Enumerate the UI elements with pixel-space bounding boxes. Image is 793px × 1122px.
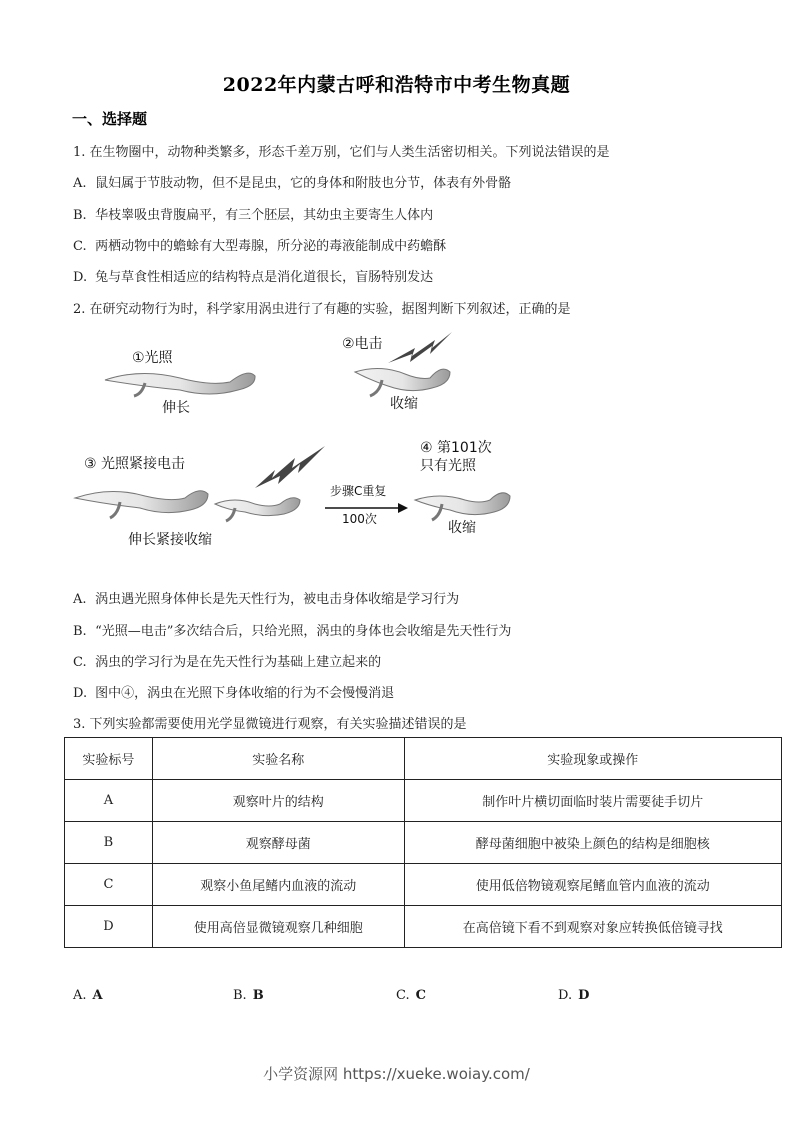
question-3-option-c (396, 988, 426, 1003)
option-text: D (578, 988, 590, 1003)
planarian-experiment-figure (70, 328, 540, 558)
section-heading: 一、选择题 (72, 110, 148, 128)
option-text: B (252, 988, 264, 1003)
option-text: 两栖动物中的蟾蜍有大型毒腺，所分泌的毒液能制成中药蟾酥 (95, 239, 447, 254)
option-letter: C. (396, 988, 410, 1003)
question-2-option-d (73, 682, 394, 701)
option-letter: D. (558, 988, 573, 1003)
option-letter: B. (73, 208, 87, 223)
question-1-option-d (73, 266, 433, 285)
question-3-option-d (558, 988, 589, 1003)
lightning-icon (388, 332, 452, 363)
table-header: 实验标号 (65, 738, 153, 780)
option-text: 华枝睾吸虫背腹扁平，有三个胚层，其幼虫主要寄生人体内 (95, 208, 434, 223)
table-cell: B (65, 822, 153, 864)
footer-watermark: 小学资源网 https://xueke.woiay.com/ (263, 1065, 530, 1083)
option-letter: B. (233, 988, 247, 1003)
table-cell: 制作叶片横切面临时装片需要徒手切片 (404, 780, 781, 822)
question-3-stem: 3. 下列实验都需要使用光学显微镜进行观察，有关实验描述错误的是 (73, 717, 467, 732)
option-letter: D. (73, 686, 88, 701)
step2-label: ②电击 (342, 336, 383, 352)
question-2-option-b (73, 620, 511, 639)
step1-label: ①光照 (132, 350, 173, 366)
arrow-bottom-label: 100次 (342, 512, 377, 526)
experiment-table (64, 737, 782, 948)
step3-result: 伸长紧接收缩 (128, 532, 212, 548)
table-row (65, 864, 782, 906)
arrow-top-label: 步骤C重复 (330, 484, 387, 498)
question-2-option-c (73, 651, 381, 670)
planarian-contracted-icon (415, 493, 510, 520)
option-letter: D. (73, 270, 88, 285)
step3-label: ③ 光照紧接电击 (84, 456, 186, 472)
table-row (65, 822, 782, 864)
planarian-contracted-icon (215, 498, 300, 521)
question-3-option-b (233, 988, 264, 1003)
table-header-row (65, 738, 782, 780)
table-header: 实验现象或操作 (404, 738, 781, 780)
step4-result: 收缩 (448, 520, 476, 536)
table-cell: 观察酵母菌 (152, 822, 404, 864)
question-2-stem: 2. 在研究动物行为时，科学家用涡虫进行了有趣的实验，据图判断下列叙述，正确的是 (73, 302, 571, 317)
table-cell: 在高倍镜下看不到观察对象应转换低倍镜寻找 (404, 906, 781, 948)
planarian-stretched-icon (105, 373, 255, 396)
option-letter: C. (73, 655, 87, 670)
table-cell: C (65, 864, 153, 906)
table-row (65, 780, 782, 822)
arrow-right-icon (398, 503, 408, 513)
table-cell: 使用低倍物镜观察尾鳍血管内血液的流动 (404, 864, 781, 906)
question-1-option-a (73, 172, 511, 191)
option-letter: A. (73, 988, 87, 1003)
step2-result: 收缩 (390, 396, 418, 412)
table-row (65, 906, 782, 948)
question-1-option-b (73, 204, 433, 223)
option-text: A (92, 988, 103, 1003)
planarian-contracted-icon (355, 368, 450, 396)
option-letter: B. (73, 624, 87, 639)
question-2-option-a (73, 588, 459, 607)
option-text: “光照—电击”多次结合后，只给光照，涡虫的身体也会收缩是先天性行为 (95, 624, 512, 639)
option-text: C (415, 988, 426, 1003)
table-cell: 观察叶片的结构 (152, 780, 404, 822)
page-title: 2022年内蒙古呼和浩特市中考生物真题 (222, 74, 571, 96)
question-1-stem: 1. 在生物圈中，动物种类繁多，形态千差万别，它们与人类生活密切相关。下列说法错误的是 (73, 145, 610, 160)
option-text: 涡虫的学习行为是在先天性行为基础上建立起来的 (95, 655, 382, 670)
option-text: 涡虫遇光照身体伸长是先天性行为，被电击身体收缩是学习行为 (95, 592, 460, 607)
table-header: 实验名称 (152, 738, 404, 780)
option-text: 图中④，涡虫在光照下身体收缩的行为不会慢慢消退 (95, 686, 395, 701)
question-3-option-a (73, 988, 103, 1003)
step1-result: 伸长 (162, 400, 190, 416)
option-text: 兔与草食性相适应的结构特点是消化道很长，盲肠特别发达 (95, 270, 434, 285)
option-letter: C. (73, 239, 87, 254)
question-1-option-c (73, 235, 446, 254)
table-cell: 观察小鱼尾鳍内血液的流动 (152, 864, 404, 906)
table-cell: A (65, 780, 153, 822)
table-cell: D (65, 906, 153, 948)
option-text: 鼠妇属于节肢动物，但不是昆虫，它的身体和附肢也分节，体表有外骨骼 (95, 176, 512, 191)
table-cell: 使用高倍显微镜观察几种细胞 (152, 906, 404, 948)
option-letter: A. (73, 176, 87, 191)
planarian-stretched-icon (75, 491, 208, 518)
step4-label-line2: 只有光照 (420, 458, 476, 474)
table-cell: 酵母菌细胞中被染上颜色的结构是细胞核 (404, 822, 781, 864)
option-letter: A. (73, 592, 87, 607)
step4-label-line1: ④ 第101次 (420, 440, 492, 456)
lightning-icon (255, 446, 325, 488)
